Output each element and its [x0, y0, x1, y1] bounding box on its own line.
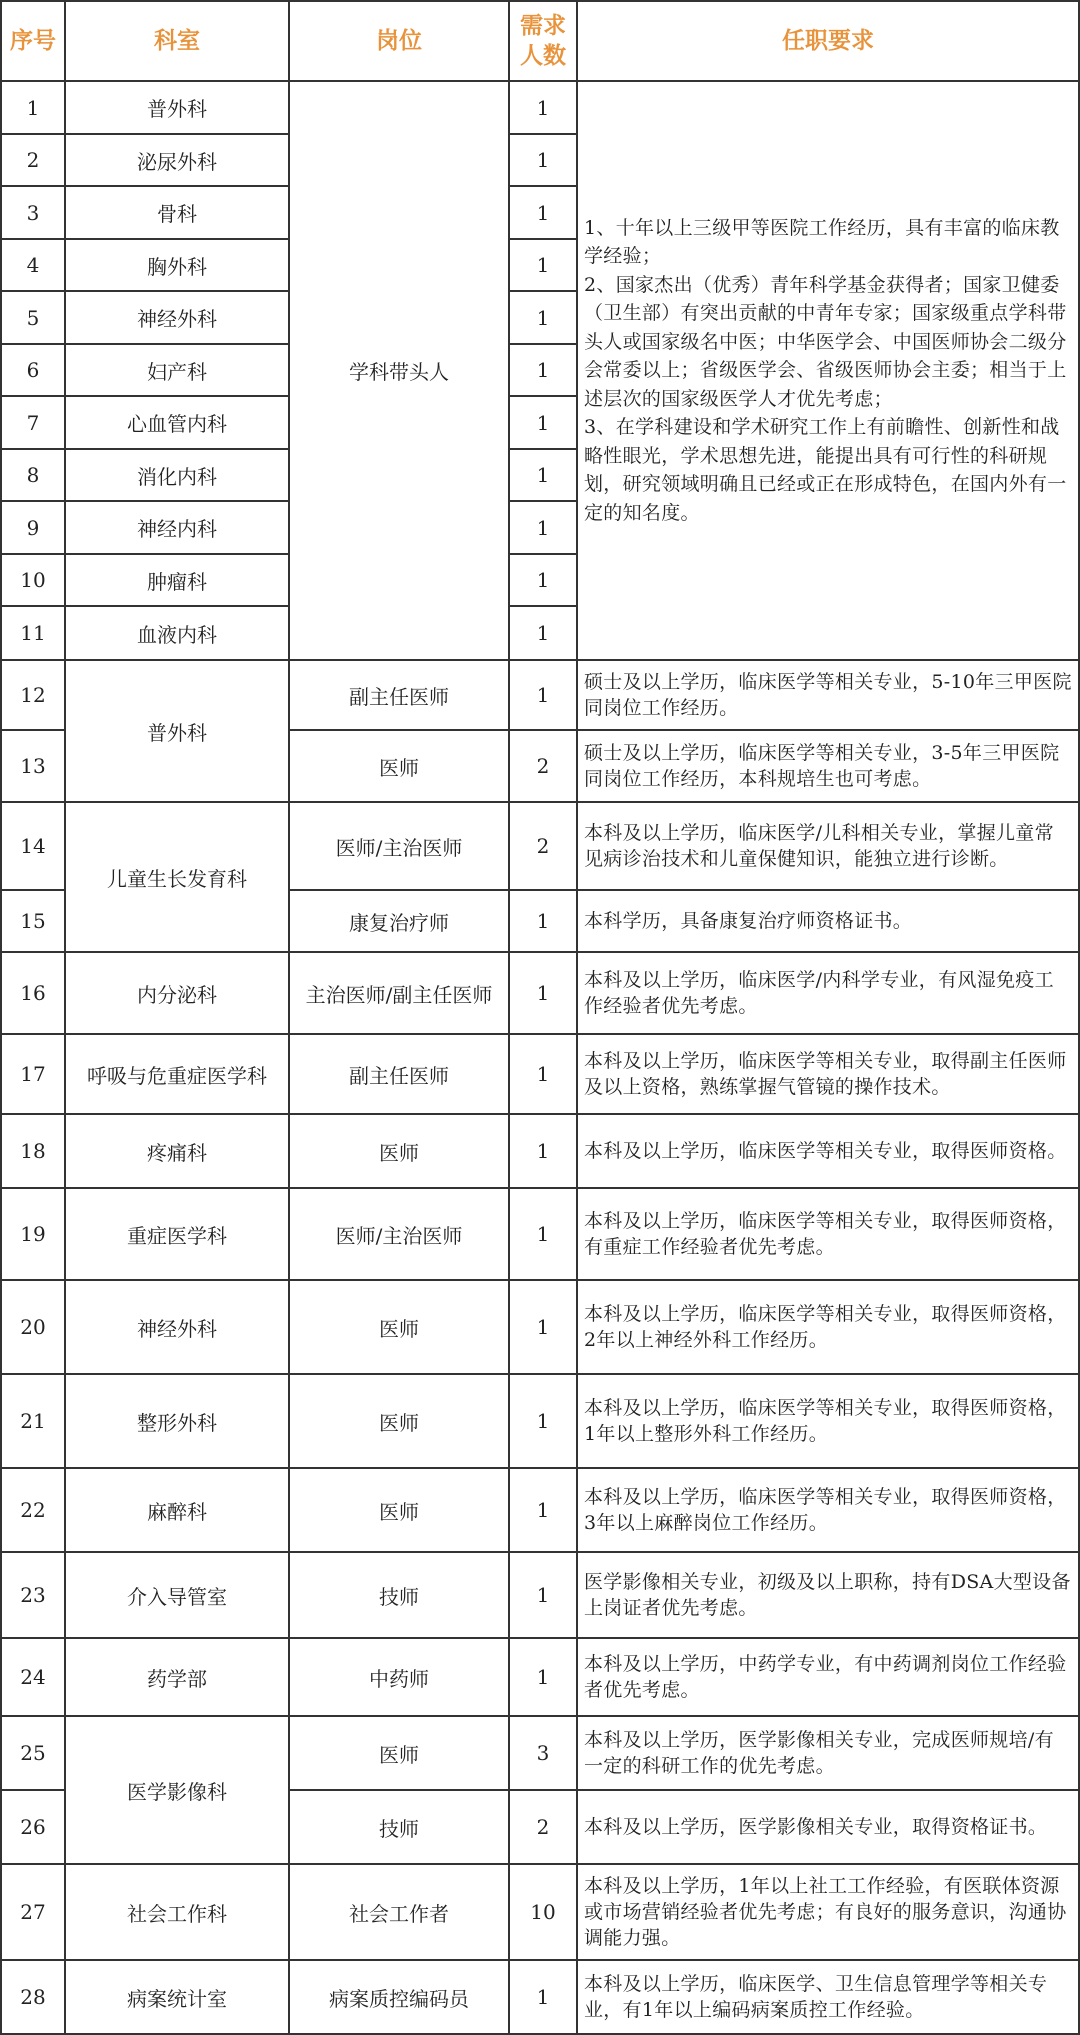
row-index: 11 — [1, 606, 65, 660]
row-department: 血液内科 — [65, 606, 289, 660]
row-index: 12 — [1, 660, 65, 730]
row-index: 20 — [1, 1280, 65, 1374]
row-department: 消化内科 — [65, 449, 289, 501]
row-index: 7 — [1, 396, 65, 449]
header-requirements: 任职要求 — [577, 1, 1079, 81]
row-requirements: 本科及以上学历，临床医学等相关专业，取得医师资格。 — [577, 1114, 1079, 1188]
row-count: 1 — [509, 344, 577, 396]
row-position: 医师 — [289, 1468, 509, 1552]
row-department: 神经外科 — [65, 291, 289, 344]
header-count — [509, 1, 577, 81]
row-position: 医师 — [289, 1716, 509, 1790]
row-department: 妇产科 — [65, 344, 289, 396]
header-index: 序号 — [1, 1, 65, 81]
table-row — [1, 1552, 1079, 1638]
table-row — [1, 1374, 1079, 1468]
row-requirements: 本科及以上学历，医学影像相关专业，完成医师规培/有一定的科研工作的优先考虑。 — [577, 1716, 1079, 1790]
row-count: 1 — [509, 81, 577, 134]
row-index: 6 — [1, 344, 65, 396]
row-position: 康复治疗师 — [289, 890, 509, 952]
row-index: 9 — [1, 501, 65, 554]
row-department: 神经内科 — [65, 501, 289, 554]
row-requirements: 本科及以上学历，临床医学/内科学专业，有风湿免疫工作经验者优先考虑。 — [577, 952, 1079, 1034]
row-position: 医师 — [289, 730, 509, 802]
row-index: 5 — [1, 291, 65, 344]
row-department: 心血管内科 — [65, 396, 289, 449]
requirement-item: 3、在学科建设和学术研究工作上有前瞻性、创新性和战略性眼光，学术思想先进，能提出具有可行性的科研规划，研究领域明确且已经或正在形成特色，在国内外有一定的知名度。 — [584, 416, 1067, 524]
row-department: 疼痛科 — [65, 1114, 289, 1188]
table-row — [1, 1034, 1079, 1114]
row-department: 介入导管室 — [65, 1552, 289, 1638]
row-count: 1 — [509, 1034, 577, 1114]
table-row — [1, 1280, 1079, 1374]
row-count: 1 — [509, 660, 577, 730]
header-department: 科室 — [65, 1, 289, 81]
row-index: 2 — [1, 134, 65, 186]
row-count: 1 — [509, 952, 577, 1034]
row-requirements: 本科学历，具备康复治疗师资格证书。 — [577, 890, 1079, 952]
row-position: 学科带头人 — [289, 81, 509, 660]
header-count-line2: 人数 — [520, 43, 566, 69]
row-department: 儿童生长发育科 — [65, 802, 289, 952]
row-index: 16 — [1, 952, 65, 1034]
row-position: 技师 — [289, 1790, 509, 1864]
row-requirements: 本科及以上学历，临床医学等相关专业，取得医师资格，3年以上麻醉岗位工作经历。 — [577, 1468, 1079, 1552]
row-position: 医师 — [289, 1280, 509, 1374]
row-requirements: 本科及以上学历，临床医学/儿科相关专业，掌握儿童常见病诊治技术和儿童保健知识，能独立进行诊断。 — [577, 802, 1079, 890]
row-department: 普外科 — [65, 660, 289, 802]
row-count: 1 — [509, 1638, 577, 1716]
row-position: 医师/主治医师 — [289, 802, 509, 890]
table-row — [1, 1716, 1079, 1790]
row-index: 19 — [1, 1188, 65, 1280]
row-requirements: 硕士及以上学历，临床医学等相关专业，5-10年三甲医院同岗位工作经历。 — [577, 660, 1079, 730]
row-requirements: 本科及以上学历，临床医学等相关专业，取得副主任医师及以上资格，熟练掌握气管镜的操作技术。 — [577, 1034, 1079, 1114]
row-department: 骨科 — [65, 186, 289, 239]
header-position: 岗位 — [289, 1, 509, 81]
row-index: 1 — [1, 81, 65, 134]
row-index: 18 — [1, 1114, 65, 1188]
row-position: 医师 — [289, 1114, 509, 1188]
row-requirements: 本科及以上学历，临床医学等相关专业，取得医师资格，有重症工作经验者优先考虑。 — [577, 1188, 1079, 1280]
row-department: 重症医学科 — [65, 1188, 289, 1280]
row-count: 2 — [509, 1790, 577, 1864]
row-index: 21 — [1, 1374, 65, 1468]
row-count: 2 — [509, 802, 577, 890]
table-row — [1, 1188, 1079, 1280]
row-requirements: 医学影像相关专业，初级及以上职称，持有DSA大型设备上岗证者优先考虑。 — [577, 1552, 1079, 1638]
row-count: 1 — [509, 606, 577, 660]
row-index: 25 — [1, 1716, 65, 1790]
row-position: 中药师 — [289, 1638, 509, 1716]
row-requirements: 本科及以上学历，中药学专业，有中药调剂岗位工作经验者优先考虑。 — [577, 1638, 1079, 1716]
row-count: 1 — [509, 1552, 577, 1638]
row-index: 23 — [1, 1552, 65, 1638]
row-requirements — [577, 81, 1079, 660]
row-department: 胸外科 — [65, 239, 289, 291]
row-index: 15 — [1, 890, 65, 952]
row-index: 8 — [1, 449, 65, 501]
table-row — [1, 1638, 1079, 1716]
row-count: 1 — [509, 1468, 577, 1552]
row-department: 医学影像科 — [65, 1716, 289, 1864]
row-count: 1 — [509, 1114, 577, 1188]
row-department: 病案统计室 — [65, 1960, 289, 2034]
table-row — [1, 952, 1079, 1034]
row-department: 药学部 — [65, 1638, 289, 1716]
row-count: 1 — [509, 1374, 577, 1468]
table-row — [1, 1114, 1079, 1188]
row-requirements: 本科及以上学历，临床医学等相关专业，取得医师资格，2年以上神经外科工作经历。 — [577, 1280, 1079, 1374]
row-requirements: 本科及以上学历，1年以上社工工作经验，有医联体资源或市场营销经验者优先考虑；有良好的服务意识，沟通协调能力强。 — [577, 1864, 1079, 1960]
row-count: 10 — [509, 1864, 577, 1960]
table-row — [1, 1960, 1079, 2034]
row-count: 1 — [509, 1280, 577, 1374]
row-position: 技师 — [289, 1552, 509, 1638]
row-department: 整形外科 — [65, 1374, 289, 1468]
row-count: 1 — [509, 1960, 577, 2034]
row-index: 22 — [1, 1468, 65, 1552]
row-count: 1 — [509, 396, 577, 449]
row-count: 1 — [509, 1188, 577, 1280]
row-department: 麻醉科 — [65, 1468, 289, 1552]
header-count-line1: 需求 — [520, 13, 566, 39]
table-row — [1, 660, 1079, 730]
row-count: 3 — [509, 1716, 577, 1790]
row-index: 17 — [1, 1034, 65, 1114]
row-position: 医师 — [289, 1374, 509, 1468]
row-index: 13 — [1, 730, 65, 802]
row-index: 10 — [1, 554, 65, 606]
row-count: 1 — [509, 501, 577, 554]
row-position: 副主任医师 — [289, 1034, 509, 1114]
requirement-item: 2、国家杰出（优秀）青年科学基金获得者；国家卫健委（卫生部）有突出贡献的中青年专家；国家级重点学科带头人或国家级名中医；中华医学会、中国医师协会二级分会常委以上；省级医学会、省级医师协会主委；相当于上述层次的国家级医学人才优先考虑； — [584, 273, 1067, 410]
row-position: 病案质控编码员 — [289, 1960, 509, 2034]
row-position: 社会工作者 — [289, 1864, 509, 1960]
row-count: 1 — [509, 449, 577, 501]
table-row — [1, 1468, 1079, 1552]
row-position: 主治医师/副主任医师 — [289, 952, 509, 1034]
row-department: 肿瘤科 — [65, 554, 289, 606]
row-count: 1 — [509, 186, 577, 239]
table-row — [1, 81, 1079, 134]
row-department: 神经外科 — [65, 1280, 289, 1374]
row-requirements: 本科及以上学历，医学影像相关专业，取得资格证书。 — [577, 1790, 1079, 1864]
row-requirements: 本科及以上学历，临床医学等相关专业，取得医师资格，1年以上整形外科工作经历。 — [577, 1374, 1079, 1468]
row-count: 2 — [509, 730, 577, 802]
row-index: 27 — [1, 1864, 65, 1960]
row-count: 1 — [509, 239, 577, 291]
row-index: 28 — [1, 1960, 65, 2034]
row-count: 1 — [509, 554, 577, 606]
row-department: 社会工作科 — [65, 1864, 289, 1960]
row-index: 4 — [1, 239, 65, 291]
requirement-item: 1、十年以上三级甲等医院工作经历，具有丰富的临床教学经验； — [584, 216, 1060, 268]
row-department: 内分泌科 — [65, 952, 289, 1034]
row-requirements: 本科及以上学历，临床医学、卫生信息管理学等相关专业，有1年以上编码病案质控工作经验。 — [577, 1960, 1079, 2034]
table-row — [1, 1864, 1079, 1960]
row-count: 1 — [509, 134, 577, 186]
row-department: 普外科 — [65, 81, 289, 134]
row-index: 26 — [1, 1790, 65, 1864]
table-row — [1, 802, 1079, 890]
row-count: 1 — [509, 291, 577, 344]
row-index: 24 — [1, 1638, 65, 1716]
row-index: 3 — [1, 186, 65, 239]
header-row — [1, 1, 1079, 81]
row-department: 呼吸与危重症医学科 — [65, 1034, 289, 1114]
row-index: 14 — [1, 802, 65, 890]
row-position: 副主任医师 — [289, 660, 509, 730]
row-count: 1 — [509, 890, 577, 952]
row-department: 泌尿外科 — [65, 134, 289, 186]
row-requirements: 硕士及以上学历，临床医学等相关专业，3-5年三甲医院同岗位工作经历，本科规培生也可考虑。 — [577, 730, 1079, 802]
row-position: 医师/主治医师 — [289, 1188, 509, 1280]
